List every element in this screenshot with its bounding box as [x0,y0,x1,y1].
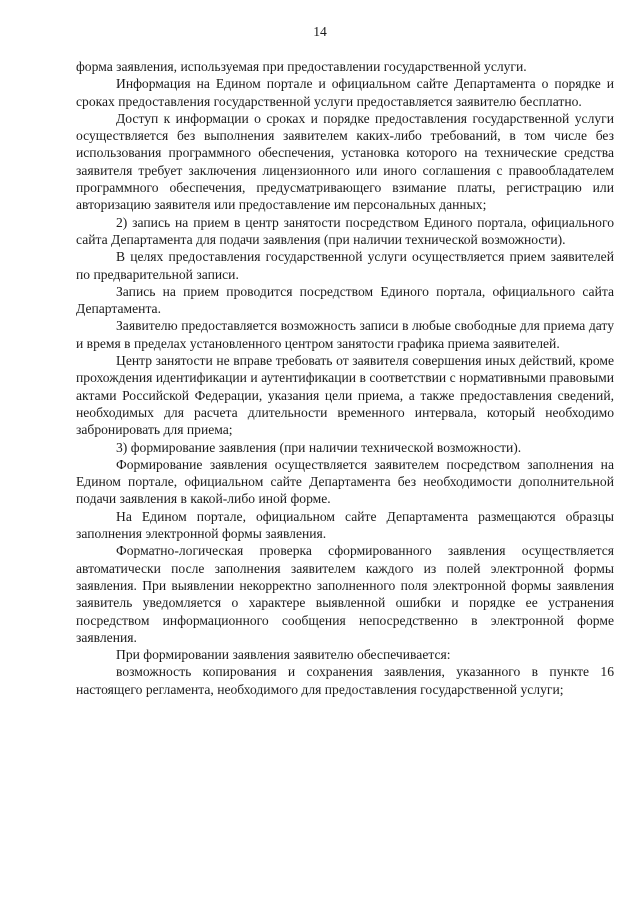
paragraph: Доступ к информации о сроках и порядке предоставления государственной услуги осуществляется без выполнения заявителем каких-либо требований, в том числе без использования программного обеспечения, установка которого на технические средства заявителя требует заключения лицензионного или иного соглашения с правообладателем программного обеспечения, предусматривающего взимание платы, регистрацию или авторизацию заявителя или предоставление им персональных данных; [76,110,614,213]
paragraph: На Едином портале, официальном сайте Департамента размещаются образцы заполнения электронной формы заявления. [76,508,614,542]
paragraph: 3) формирование заявления (при наличии технической возможности). [116,439,522,455]
paragraph: Форматно-логическая проверка сформированного заявления осуществляется автоматически после заполнения заявителем каждого из полей электронной формы заявления. При выявлении некорректно заполненного поля электронной формы заявления заявитель уведомляется о характере выявленной ошибки и порядке ее устранения посредством информационного сообщения непосредственно в электронной форме заявления. [76,543,614,645]
paragraph: Запись на прием проводится посредством Единого портала, официального сайта Департамента. [76,283,614,317]
paragraph: Информация на Едином портале и официальном сайте Департамента о порядке и сроках предоставления государственной услуги предоставляется заявителю бесплатно. [76,76,614,109]
paragraph: В целях предоставления государственной услуги осуществляется прием заявителей по предварительной записи. [76,249,614,282]
paragraph: форма заявления, используемая при предоставлении государственной услуги. [76,59,527,74]
document-body [76,58,614,698]
paragraph: Центр занятости не вправе требовать от заявителя совершения иных действий, кроме прохождения идентификации и аутентификации в соответствии с нормативными правовыми актами Российской Федерации, указания цели приема, а также предоставления сведений, необходимых для расчета длительности временного интервала, который необходимо забронировать для приема; [76,353,614,438]
page-number: 14 [313,24,327,39]
paragraph: Формирование заявления осуществляется заявителем посредством заполнения на Едином портале, официальном сайте Департамента без необходимости дополнительной подачи заявления в какой-либо иной форме. [76,456,614,507]
paragraph: 2) запись на прием в центр занятости посредством Единого портала, официального сайта Департамента для подачи заявления (при наличии технической возможности). [76,214,614,247]
paragraph: При формировании заявления заявителю обеспечивается: [116,647,451,663]
paragraph: Заявителю предоставляется возможность записи в любые свободные для приема дату и время в пределах установленного центром занятости графика приема заявителей. [76,318,614,351]
paragraph: возможность копирования и сохранения заявления, указанного в пункте 16 настоящего регламента, необходимого для предоставления государственной услуги; [76,664,614,697]
